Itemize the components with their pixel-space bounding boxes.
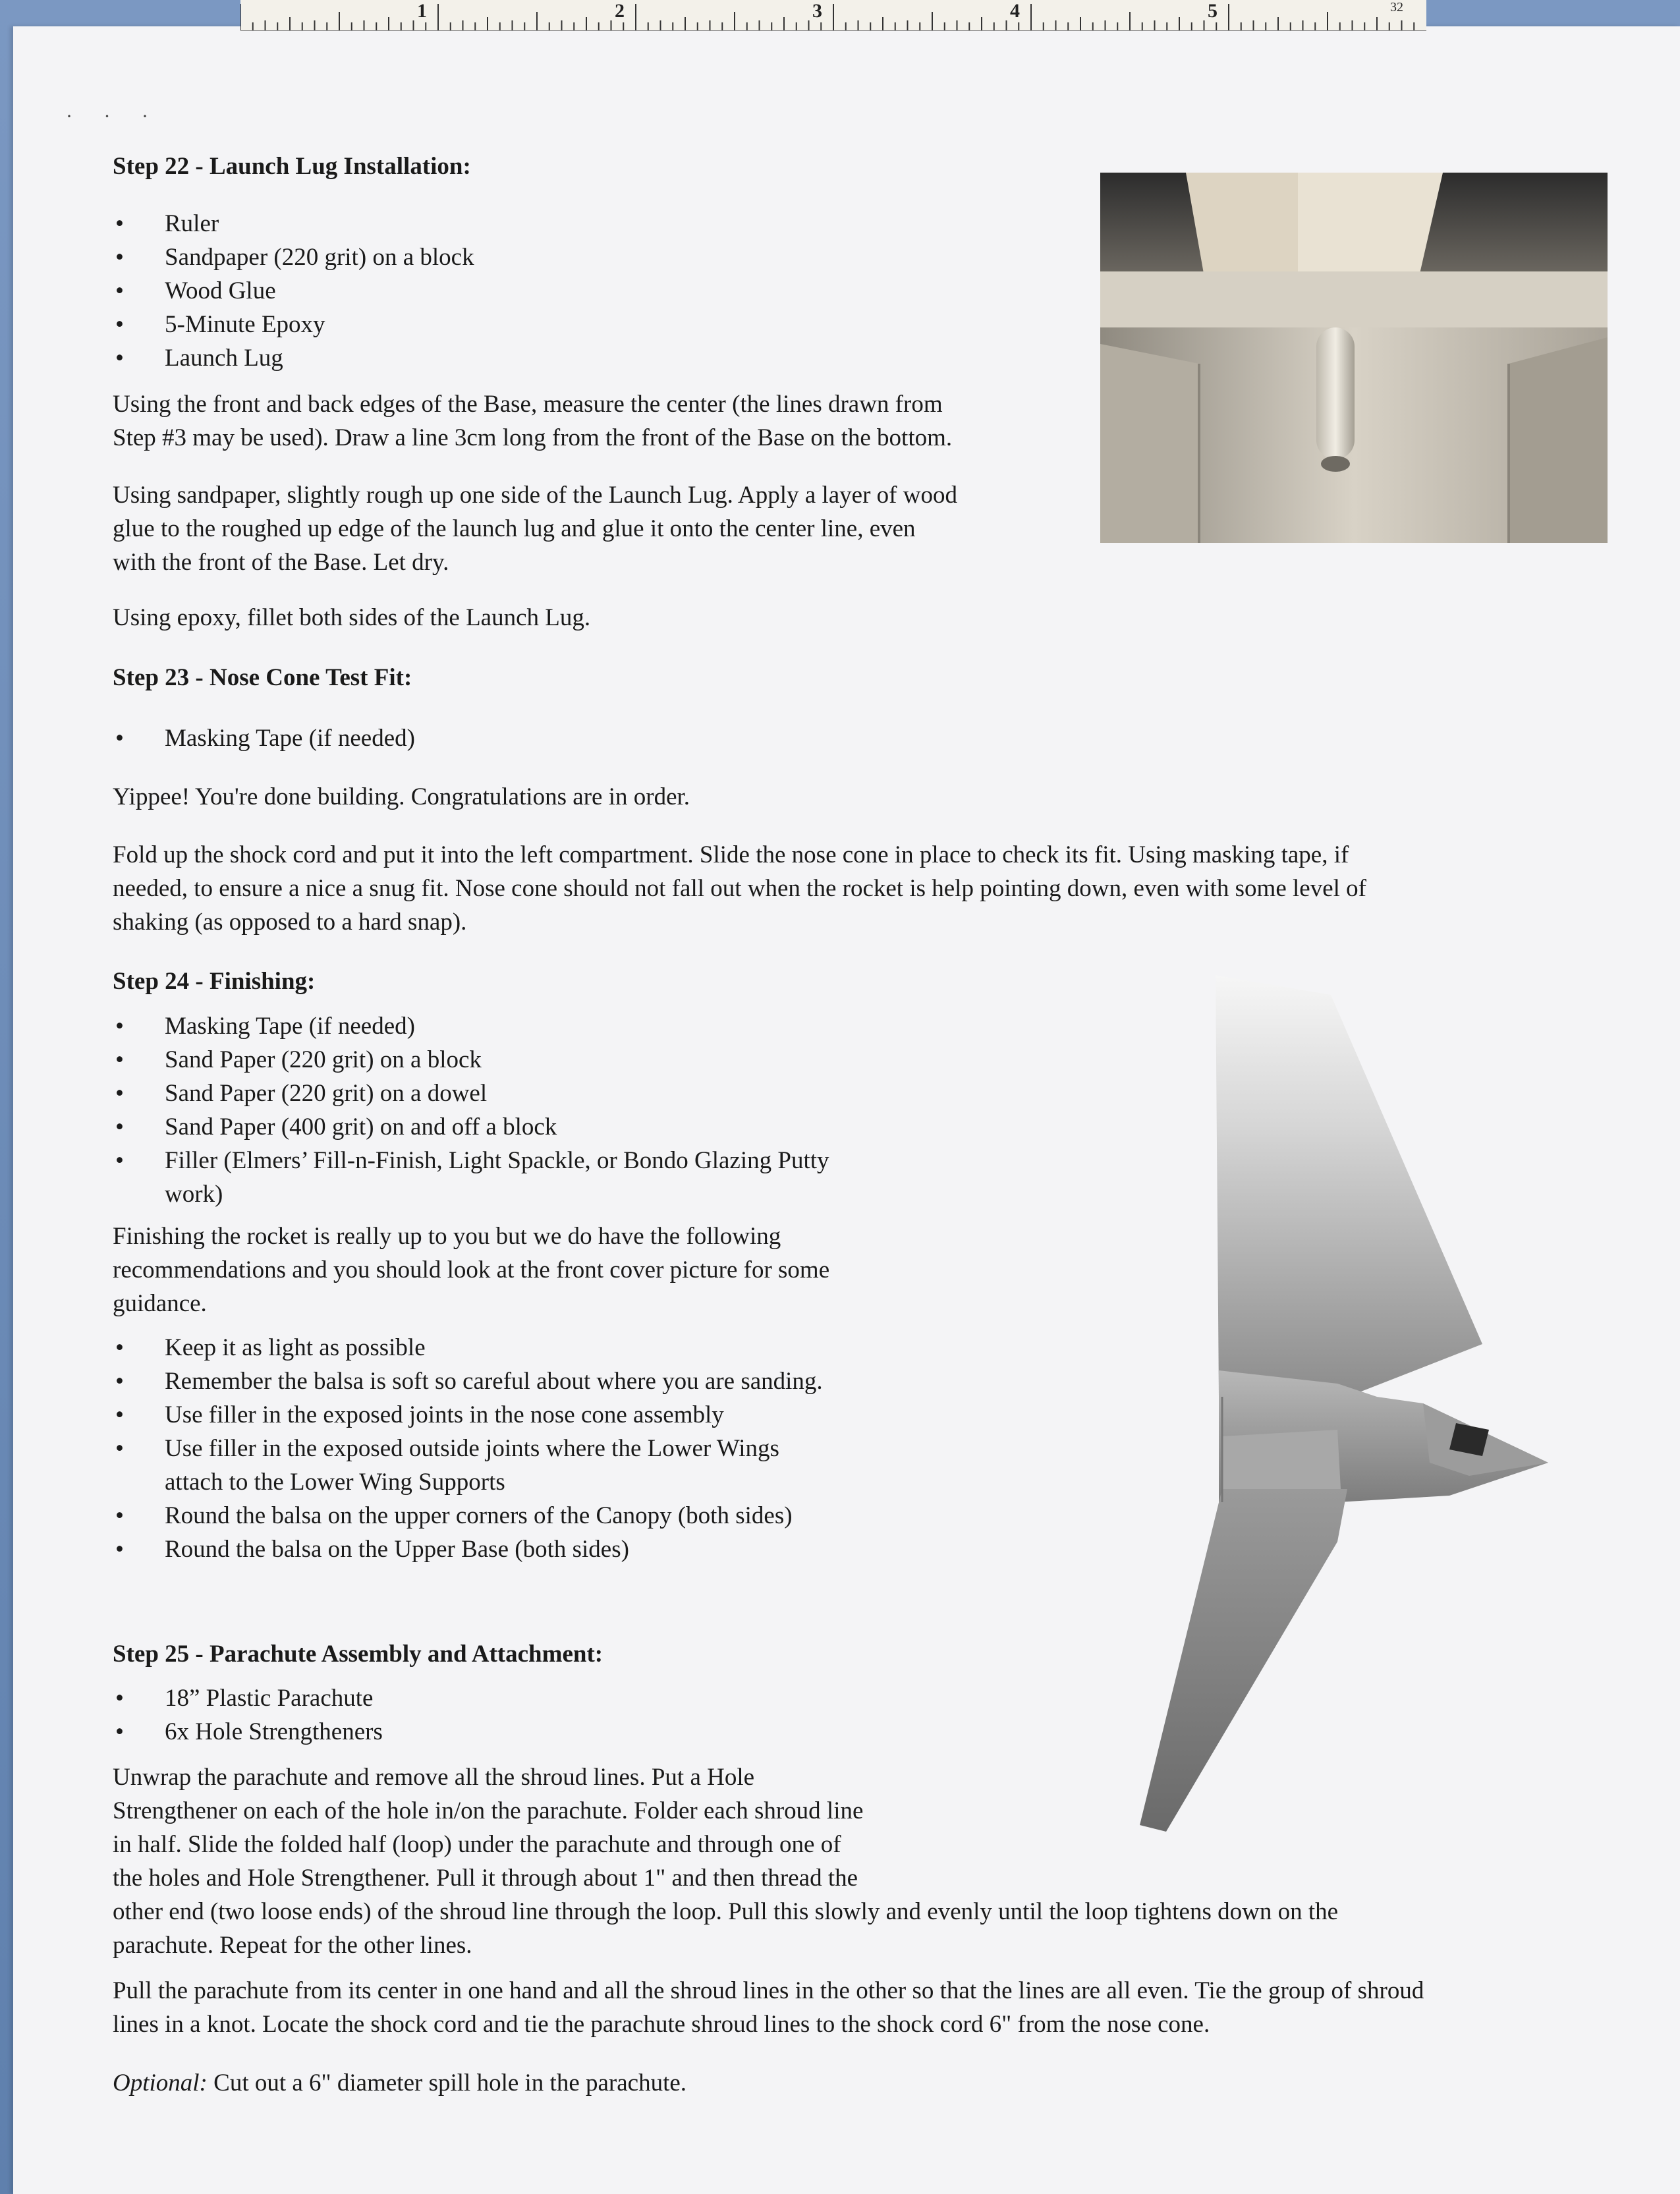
list-item-continuation: attach to the Lower Wing Supports (165, 1469, 505, 1496)
step25-optional-note (113, 2066, 686, 2100)
list-item-continuation: work) (165, 1181, 223, 1208)
document-page (13, 26, 1680, 2194)
text-line: Finishing the rocket is really up to you but we do have the following (113, 1223, 781, 1250)
step23-materials-list (66, 721, 415, 755)
text-line: lines in a knot. Locate the shock cord and tie the parachute shroud lines to the shock cord 6" from the nose cone. (113, 2011, 1210, 2038)
list-item: • Masking Tape (if needed) (66, 721, 415, 755)
step22-heading: Step 22 - Launch Lug Installation: (113, 153, 471, 180)
text-line: shaking (as opposed to a hard snap). (113, 909, 467, 936)
text-line: parachute. Repeat for the other lines. (113, 1932, 472, 1959)
text-line: the holes and Hole Strengthener. Pull it through about 1" and then thread the (113, 1865, 858, 1892)
step25-paragraph-2 (113, 1974, 1424, 2041)
step22-materials-list (66, 207, 474, 375)
list-item: • Wood Glue (66, 274, 474, 308)
wing-assembly-photo (1061, 975, 1588, 1845)
text-line: Strengthener on each of the hole in/on the parachute. Folder each shroud line (113, 1797, 864, 1824)
list-item: • Sand Paper (220 grit) on a block (66, 1043, 829, 1077)
text-line: guidance. (113, 1290, 207, 1317)
step23-paragraph-2 (113, 838, 1366, 939)
list-item: • Sand Paper (220 grit) on a dowel (66, 1077, 829, 1110)
list-item: • Masking Tape (if needed) (66, 1009, 829, 1043)
step24-tips-list (66, 1331, 823, 1566)
list-item: • Round the balsa on the Upper Base (both sides) (66, 1533, 823, 1566)
step25-heading: Step 25 - Parachute Assembly and Attachment: (113, 1641, 603, 1668)
step24-paragraph-1 (113, 1220, 829, 1320)
text-line: Using sandpaper, slightly rough up one side of the Launch Lug. Apply a layer of wood (113, 482, 957, 509)
step25-paragraph-1 (113, 1760, 1338, 1962)
list-item: • Use filler in the exposed outside joints where the Lower Wings (66, 1432, 823, 1465)
step22-paragraph-3: Using epoxy, fillet both sides of the Launch Lug. (113, 604, 591, 631)
scan-speck: · · · (66, 105, 161, 127)
list-item: • Launch Lug (66, 341, 474, 375)
list-item: • 6x Hole Strengtheners (66, 1715, 383, 1749)
list-item: • Round the balsa on the upper corners of the Canopy (both sides) (66, 1499, 823, 1533)
list-item: • Ruler (66, 207, 474, 240)
text-line: with the front of the Base. Let dry. (113, 549, 449, 576)
measuring-ruler (240, 0, 1426, 31)
ruler-number: 5 (1208, 0, 1218, 22)
list-item: • Use filler in the exposed joints in the nose cone assembly (66, 1398, 823, 1432)
step23-paragraph-1: Yippee! You're done building. Congratulations are in order. (113, 783, 690, 810)
ruler-number: 1 (417, 0, 427, 22)
text-line: Step #3 may be used). Draw a line 3cm long from the front of the Base on the bottom. (113, 424, 953, 451)
text-line: in half. Slide the folded half (loop) under the parachute and through one of (113, 1831, 841, 1858)
ruler-number: 3 (812, 0, 822, 22)
ruler-number: 2 (615, 0, 625, 22)
step22-paragraph-1 (113, 387, 952, 455)
list-item: • Remember the balsa is soft so careful about where you are sanding. (66, 1364, 823, 1398)
list-item: • Filler (Elmers’ Fill-n-Finish, Light Spackle, or Bondo Glazing Putty (66, 1144, 829, 1177)
text-line: glue to the roughed up edge of the launch lug and glue it onto the center line, even (113, 515, 916, 542)
text-line: Pull the parachute from its center in one hand and all the shroud lines in the other so that the lines are all even. Tie the group of shroud (113, 1977, 1424, 2004)
text-line: other end (two loose ends) of the shroud line through the loop. Pull this slowly and evenly until the loop tightens down on the (113, 1898, 1339, 1925)
optional-text: Cut out a 6" diameter spill hole in the parachute. (207, 2069, 687, 2096)
list-item: • Sand Paper (400 grit) on and off a block (66, 1110, 829, 1144)
ruler-corner-label: 32 (1390, 0, 1403, 14)
text-line: Using the front and back edges of the Base, measure the center (the lines drawn from (113, 391, 943, 418)
text-line: recommendations and you should look at the front cover picture for some (113, 1256, 830, 1283)
text-line: needed, to ensure a nice a snug fit. Nose cone should not fall out when the rocket is help pointing down, even with some level of (113, 875, 1366, 902)
text-line: Unwrap the parachute and remove all the shroud lines. Put a Hole (113, 1764, 755, 1791)
ruler-number: 4 (1010, 0, 1020, 22)
step22-paragraph-2 (113, 478, 957, 579)
step24-materials-list (66, 1009, 829, 1211)
step23-heading: Step 23 - Nose Cone Test Fit: (113, 664, 412, 691)
launch-lug-photo (1100, 173, 1608, 543)
text-line: Fold up the shock cord and put it into the left compartment. Slide the nose cone in place to check its fit. Using masking tape, if (113, 841, 1349, 868)
step24-heading: Step 24 - Finishing: (113, 968, 316, 995)
list-item: • Sandpaper (220 grit) on a block (66, 240, 474, 274)
list-item: • 5-Minute Epoxy (66, 308, 474, 341)
list-item: • Keep it as light as possible (66, 1331, 823, 1364)
optional-label: Optional: (113, 2069, 208, 2096)
step25-materials-list (66, 1681, 383, 1749)
list-item: • 18” Plastic Parachute (66, 1681, 383, 1715)
